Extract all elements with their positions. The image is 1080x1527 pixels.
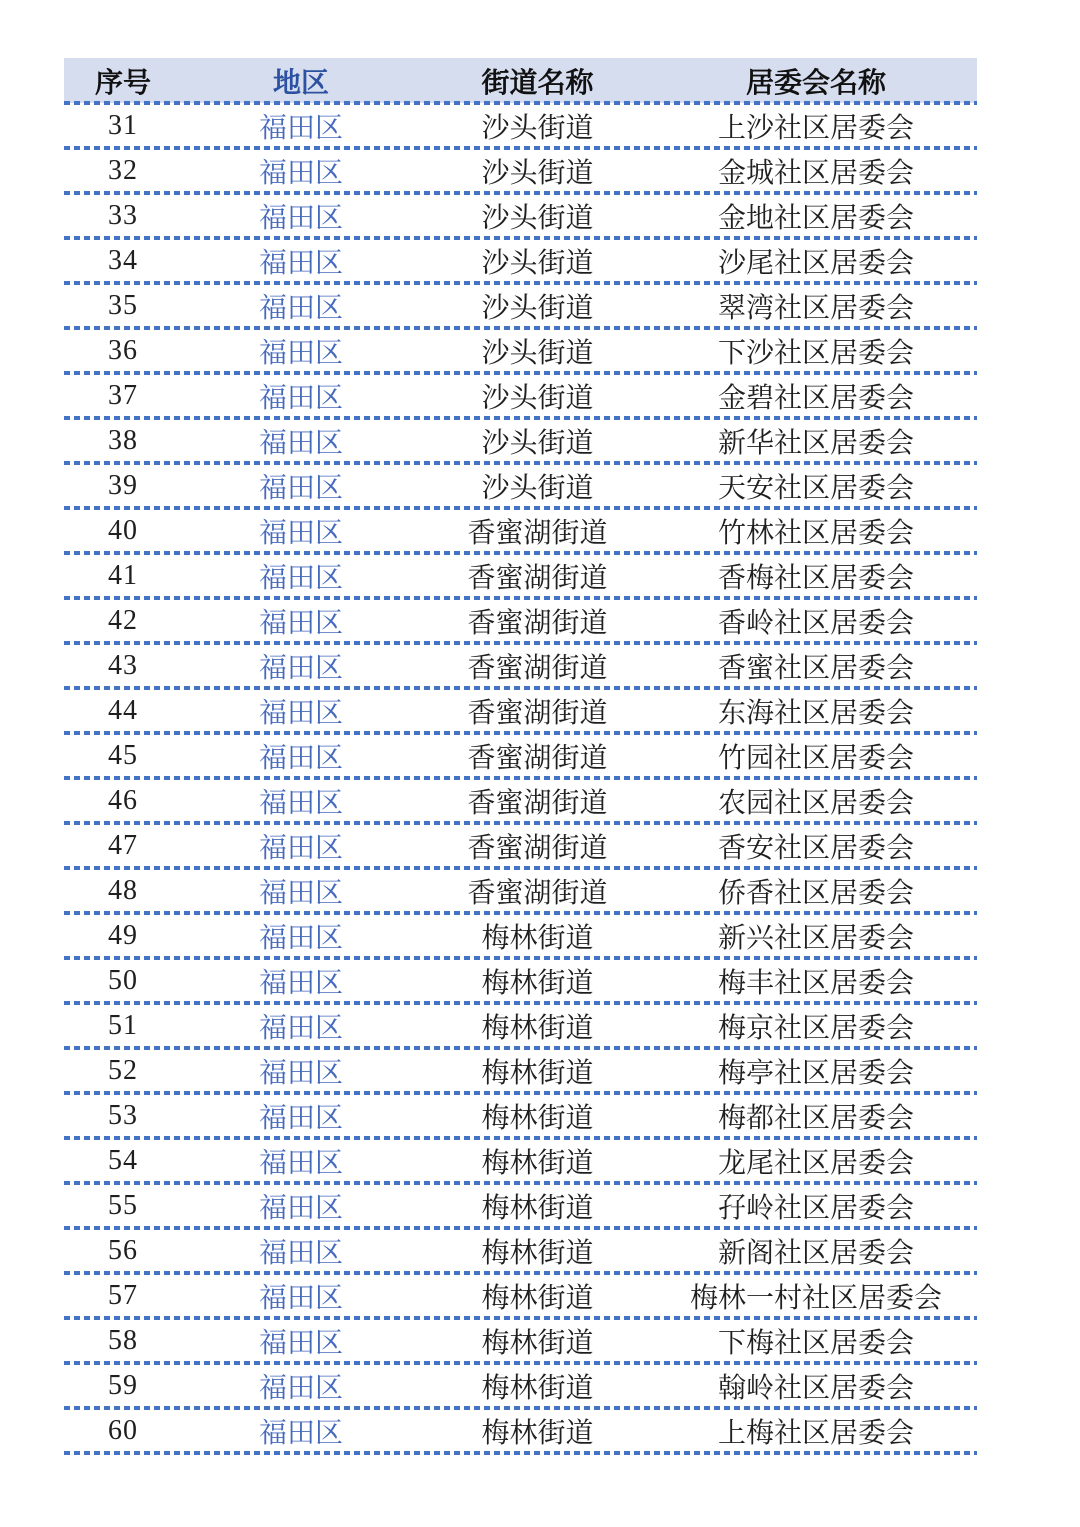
table-row bbox=[64, 373, 977, 418]
cell-street: 沙头街道 bbox=[481, 292, 594, 324]
table-row bbox=[64, 1048, 977, 1093]
cell-district: 福田区 bbox=[258, 1192, 343, 1224]
cell-index: 46 bbox=[108, 784, 138, 816]
cell-committee: 上梅社区居委会 bbox=[717, 1417, 914, 1449]
table-row bbox=[64, 688, 977, 733]
table-row bbox=[64, 148, 977, 193]
table-row bbox=[64, 778, 977, 823]
cell-street: 香蜜湖街道 bbox=[467, 607, 608, 639]
cell-committee: 香岭社区居委会 bbox=[717, 607, 914, 639]
cell-street: 沙头街道 bbox=[481, 472, 594, 504]
cell-index: 37 bbox=[108, 379, 138, 411]
cell-street: 梅林街道 bbox=[481, 1057, 594, 1089]
table-row bbox=[64, 913, 977, 958]
cell-district: 福田区 bbox=[258, 517, 343, 549]
table-row bbox=[64, 1003, 977, 1048]
cell-committee: 竹园社区居委会 bbox=[717, 742, 914, 774]
cell-street: 沙头街道 bbox=[481, 157, 594, 189]
cell-district: 福田区 bbox=[258, 157, 343, 189]
cell-street: 香蜜湖街道 bbox=[467, 652, 608, 684]
cell-district: 福田区 bbox=[258, 742, 343, 774]
table-row bbox=[64, 103, 977, 148]
cell-district: 福田区 bbox=[258, 1057, 343, 1089]
cell-district: 福田区 bbox=[258, 472, 343, 504]
cell-committee: 金城社区居委会 bbox=[717, 157, 914, 189]
cell-index: 54 bbox=[108, 1144, 138, 1176]
table-row bbox=[64, 553, 977, 598]
cell-district: 福田区 bbox=[258, 1147, 343, 1179]
cell-district: 福田区 bbox=[258, 1237, 343, 1269]
cell-street: 梅林街道 bbox=[481, 1372, 594, 1404]
cell-committee: 东海社区居委会 bbox=[717, 697, 914, 729]
table-row bbox=[64, 193, 977, 238]
cell-district: 福田区 bbox=[258, 112, 343, 144]
cell-district: 福田区 bbox=[258, 562, 343, 594]
table-header-row bbox=[64, 58, 977, 103]
cell-index: 45 bbox=[108, 739, 138, 771]
cell-street: 梅林街道 bbox=[481, 1012, 594, 1044]
table-row bbox=[64, 643, 977, 688]
table-row bbox=[64, 733, 977, 778]
cell-district: 福田区 bbox=[258, 1327, 343, 1359]
cell-street: 梅林街道 bbox=[481, 967, 594, 999]
table-row bbox=[64, 1093, 977, 1138]
cell-index: 53 bbox=[108, 1099, 138, 1131]
cell-street: 沙头街道 bbox=[481, 427, 594, 459]
cell-committee: 下沙社区居委会 bbox=[717, 337, 914, 369]
cell-index: 60 bbox=[108, 1414, 138, 1446]
committee-table bbox=[64, 58, 977, 1453]
cell-index: 43 bbox=[108, 649, 138, 681]
cell-street: 香蜜湖街道 bbox=[467, 517, 608, 549]
cell-committee: 香蜜社区居委会 bbox=[717, 652, 914, 684]
cell-index: 56 bbox=[108, 1234, 138, 1266]
cell-committee: 上沙社区居委会 bbox=[717, 112, 914, 144]
cell-district: 福田区 bbox=[258, 382, 343, 414]
cell-district: 福田区 bbox=[258, 967, 343, 999]
table-row bbox=[64, 283, 977, 328]
table-row bbox=[64, 328, 977, 373]
cell-district: 福田区 bbox=[258, 1372, 343, 1404]
cell-street: 梅林街道 bbox=[481, 1192, 594, 1224]
column-header-index: 序号 bbox=[94, 67, 151, 99]
cell-committee: 梅林一村社区居委会 bbox=[689, 1282, 942, 1314]
cell-committee: 孖岭社区居委会 bbox=[717, 1192, 914, 1224]
cell-street: 梅林街道 bbox=[481, 1237, 594, 1269]
table-row bbox=[64, 1183, 977, 1228]
cell-index: 44 bbox=[108, 694, 138, 726]
table-row bbox=[64, 1318, 977, 1363]
cell-district: 福田区 bbox=[258, 427, 343, 459]
cell-district: 福田区 bbox=[258, 652, 343, 684]
cell-index: 57 bbox=[108, 1279, 138, 1311]
column-header-district: 地区 bbox=[272, 67, 329, 99]
cell-committee: 梅京社区居委会 bbox=[717, 1012, 914, 1044]
cell-index: 42 bbox=[108, 604, 138, 636]
cell-street: 梅林街道 bbox=[481, 1147, 594, 1179]
cell-district: 福田区 bbox=[258, 787, 343, 819]
cell-street: 沙头街道 bbox=[481, 337, 594, 369]
cell-committee: 金地社区居委会 bbox=[717, 202, 914, 234]
cell-index: 38 bbox=[108, 424, 138, 456]
table-row bbox=[64, 1363, 977, 1408]
cell-committee: 天安社区居委会 bbox=[717, 472, 914, 504]
cell-index: 48 bbox=[108, 874, 138, 906]
cell-committee: 新华社区居委会 bbox=[717, 427, 914, 459]
cell-street: 香蜜湖街道 bbox=[467, 697, 608, 729]
cell-district: 福田区 bbox=[258, 202, 343, 234]
cell-committee: 新阁社区居委会 bbox=[717, 1237, 914, 1269]
table-row bbox=[64, 418, 977, 463]
cell-street: 梅林街道 bbox=[481, 1102, 594, 1134]
cell-index: 40 bbox=[108, 514, 138, 546]
cell-district: 福田区 bbox=[258, 922, 343, 954]
cell-committee: 侨香社区居委会 bbox=[717, 877, 914, 909]
table-row bbox=[64, 1273, 977, 1318]
cell-district: 福田区 bbox=[258, 1282, 343, 1314]
cell-street: 香蜜湖街道 bbox=[467, 742, 608, 774]
cell-index: 34 bbox=[108, 244, 138, 276]
column-header-street: 街道名称 bbox=[481, 67, 594, 99]
cell-district: 福田区 bbox=[258, 607, 343, 639]
cell-index: 36 bbox=[108, 334, 138, 366]
cell-committee: 竹林社区居委会 bbox=[717, 517, 914, 549]
cell-street: 梅林街道 bbox=[481, 922, 594, 954]
cell-index: 35 bbox=[108, 289, 138, 321]
cell-committee: 沙尾社区居委会 bbox=[717, 247, 914, 279]
cell-street: 沙头街道 bbox=[481, 382, 594, 414]
table-row bbox=[64, 1138, 977, 1183]
cell-index: 41 bbox=[108, 559, 138, 591]
cell-index: 59 bbox=[108, 1369, 138, 1401]
cell-street: 沙头街道 bbox=[481, 112, 594, 144]
cell-index: 33 bbox=[108, 199, 138, 231]
cell-street: 梅林街道 bbox=[481, 1282, 594, 1314]
cell-street: 梅林街道 bbox=[481, 1327, 594, 1359]
cell-district: 福田区 bbox=[258, 337, 343, 369]
table-row bbox=[64, 958, 977, 1003]
cell-index: 32 bbox=[108, 154, 138, 186]
cell-index: 52 bbox=[108, 1054, 138, 1086]
cell-index: 58 bbox=[108, 1324, 138, 1356]
cell-district: 福田区 bbox=[258, 1102, 343, 1134]
table-row bbox=[64, 463, 977, 508]
table-row bbox=[64, 1228, 977, 1273]
cell-street: 沙头街道 bbox=[481, 202, 594, 234]
cell-committee: 香梅社区居委会 bbox=[717, 562, 914, 594]
table-body bbox=[64, 103, 977, 1453]
table-row bbox=[64, 598, 977, 643]
table-row bbox=[64, 868, 977, 913]
cell-committee: 翰岭社区居委会 bbox=[717, 1372, 914, 1404]
cell-district: 福田区 bbox=[258, 1012, 343, 1044]
cell-committee: 下梅社区居委会 bbox=[717, 1327, 914, 1359]
cell-index: 51 bbox=[108, 1009, 138, 1041]
table-row bbox=[64, 1408, 977, 1453]
cell-street: 香蜜湖街道 bbox=[467, 562, 608, 594]
cell-index: 47 bbox=[108, 829, 138, 861]
cell-committee: 翠湾社区居委会 bbox=[717, 292, 914, 324]
cell-street: 香蜜湖街道 bbox=[467, 832, 608, 864]
cell-street: 沙头街道 bbox=[481, 247, 594, 279]
cell-committee: 香安社区居委会 bbox=[717, 832, 914, 864]
cell-street: 梅林街道 bbox=[481, 1417, 594, 1449]
cell-street: 香蜜湖街道 bbox=[467, 787, 608, 819]
table-row bbox=[64, 508, 977, 553]
cell-committee: 新兴社区居委会 bbox=[717, 922, 914, 954]
cell-district: 福田区 bbox=[258, 292, 343, 324]
cell-district: 福田区 bbox=[258, 877, 343, 909]
cell-index: 50 bbox=[108, 964, 138, 996]
cell-district: 福田区 bbox=[258, 1417, 343, 1449]
cell-committee: 金碧社区居委会 bbox=[717, 382, 914, 414]
cell-district: 福田区 bbox=[258, 697, 343, 729]
cell-committee: 龙尾社区居委会 bbox=[717, 1147, 914, 1179]
column-header-committee: 居委会名称 bbox=[745, 67, 886, 99]
cell-committee: 梅亭社区居委会 bbox=[717, 1057, 914, 1089]
cell-committee: 梅丰社区居委会 bbox=[717, 967, 914, 999]
cell-index: 39 bbox=[108, 469, 138, 501]
cell-committee: 农园社区居委会 bbox=[717, 787, 914, 819]
cell-committee: 梅都社区居委会 bbox=[717, 1102, 914, 1134]
cell-street: 香蜜湖街道 bbox=[467, 877, 608, 909]
table-row bbox=[64, 823, 977, 868]
cell-district: 福田区 bbox=[258, 247, 343, 279]
cell-district: 福田区 bbox=[258, 832, 343, 864]
cell-index: 49 bbox=[108, 919, 138, 951]
cell-index: 55 bbox=[108, 1189, 138, 1221]
cell-index: 31 bbox=[108, 109, 138, 141]
table-row bbox=[64, 238, 977, 283]
